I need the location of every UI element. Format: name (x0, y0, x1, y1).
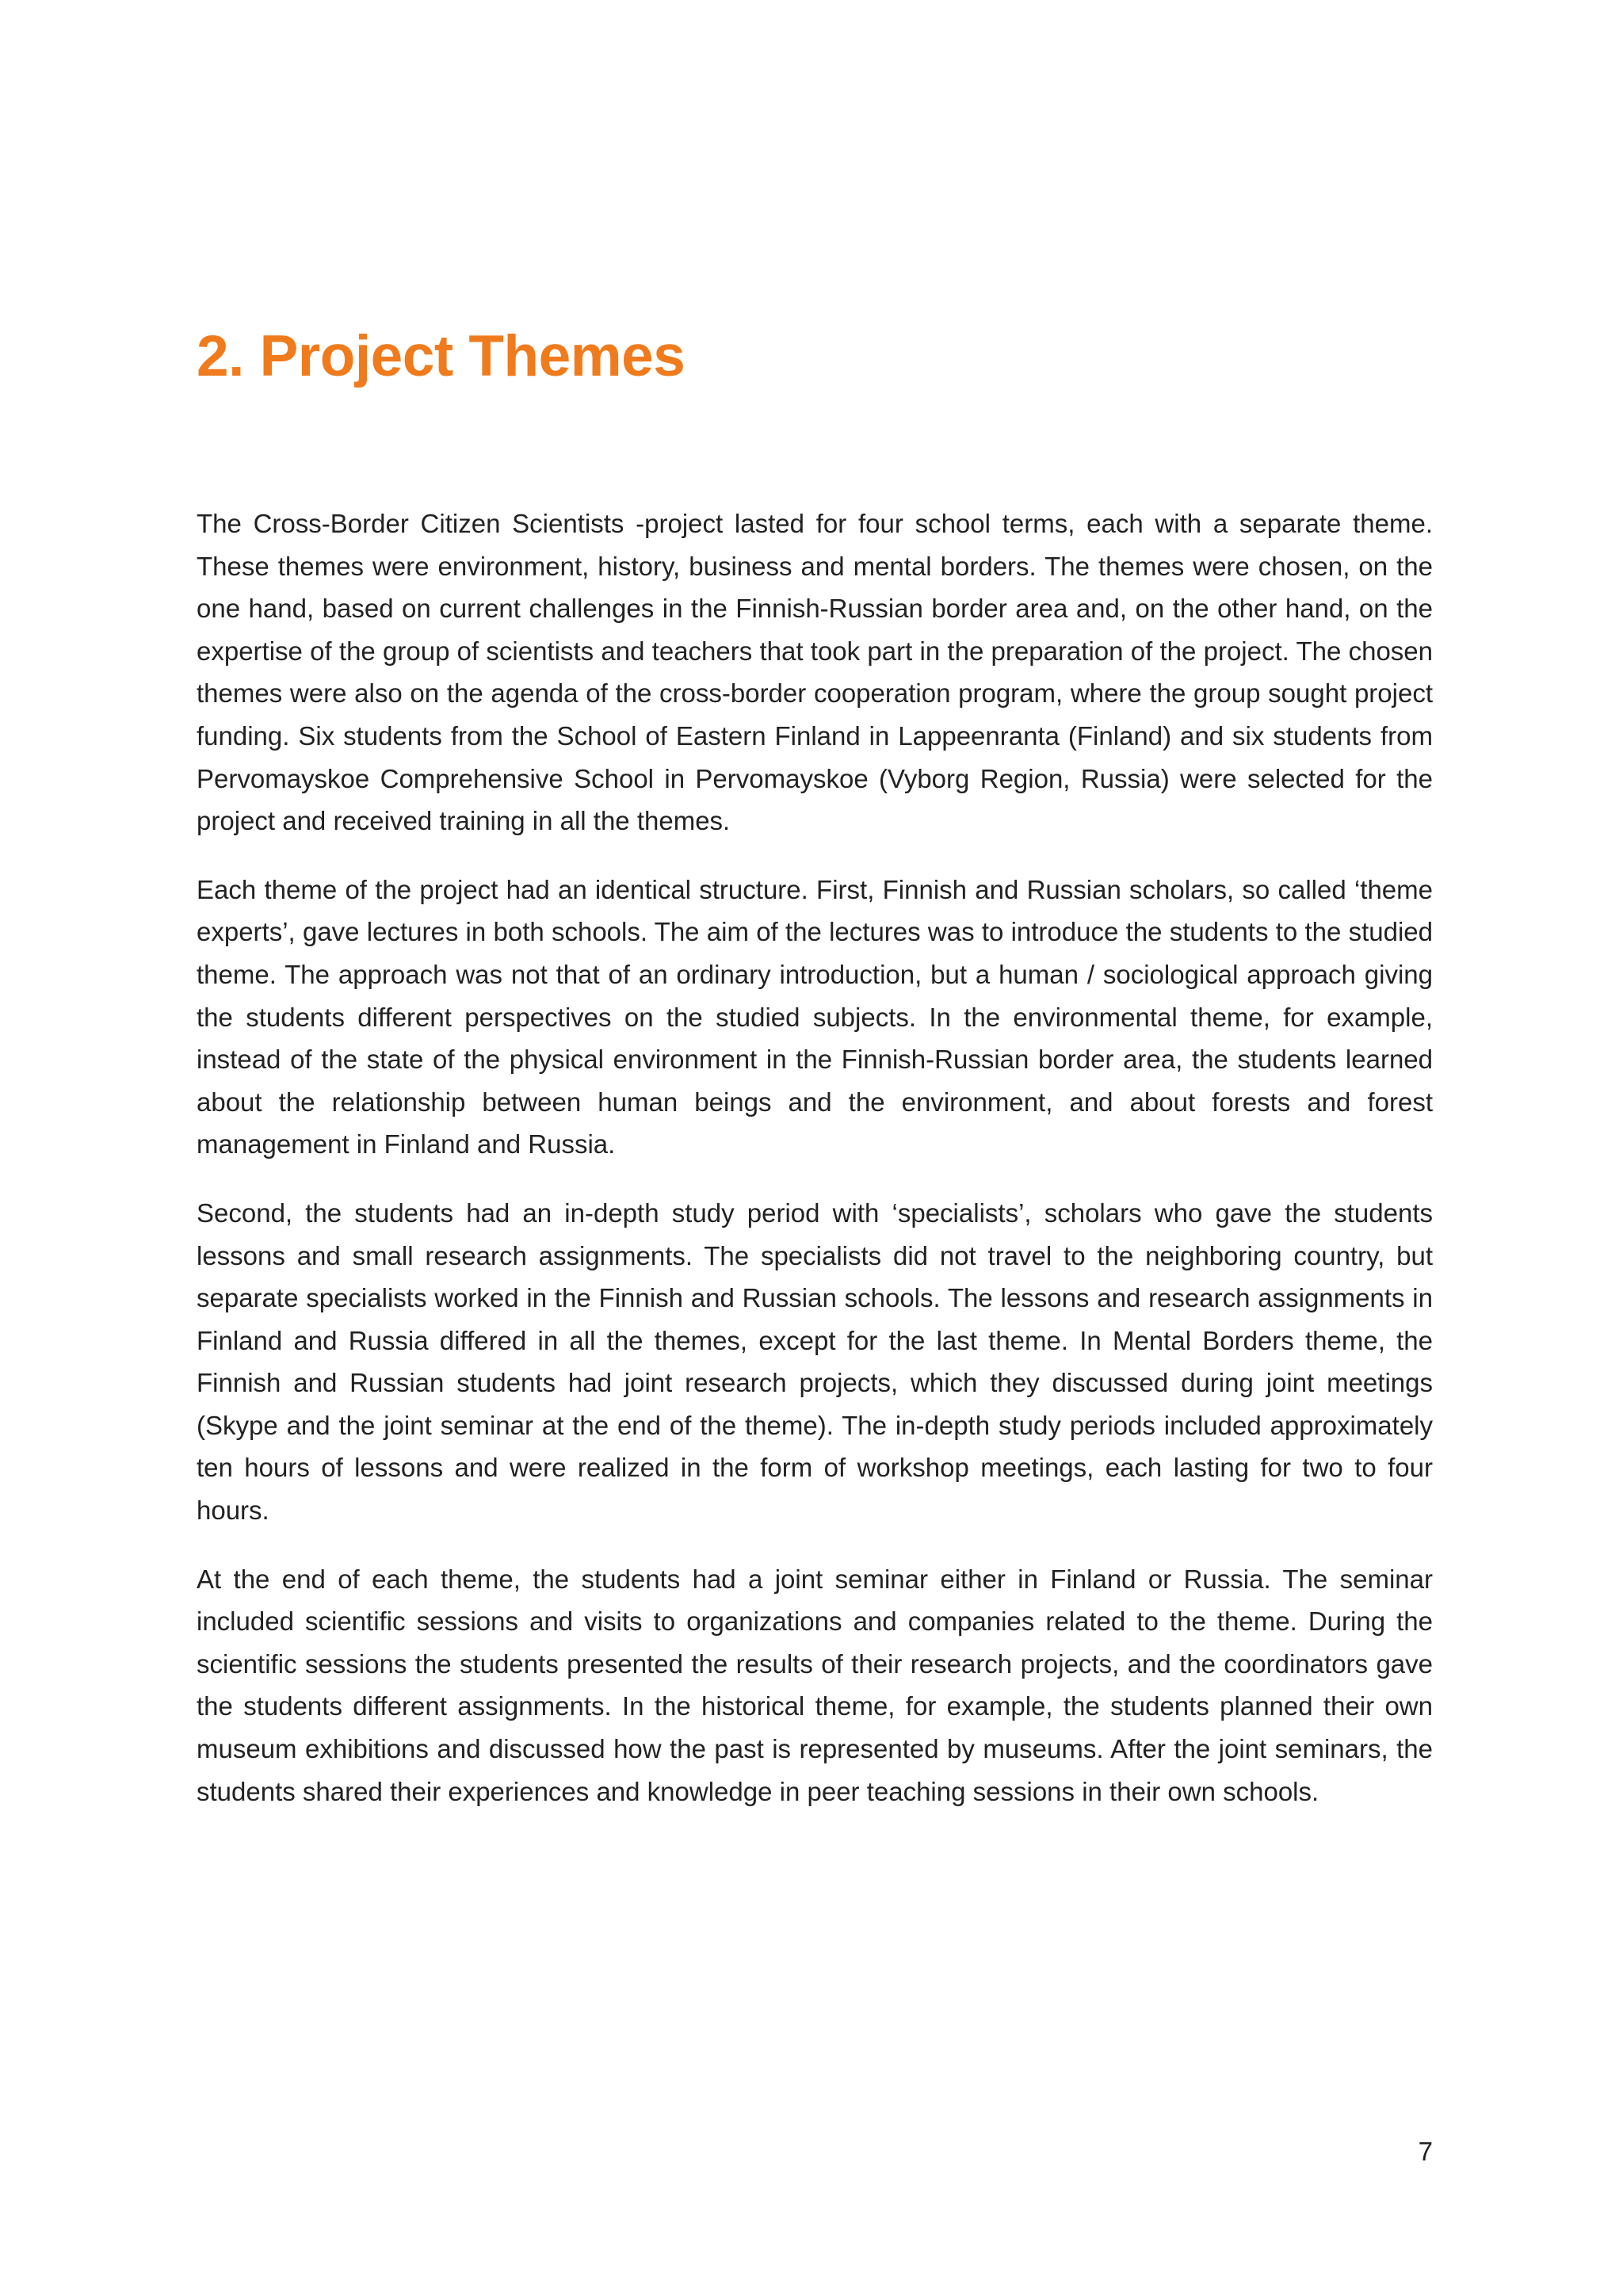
paragraph-3: Second, the students had an in-depth study period with ‘specialists’, scholars who gave the students lessons and small research assignments. The specialists did not travel to the neighboring country, but separate specialists worked in the Finnish and Russian schools. The lessons and research assignments in Finland and Russia differed in all the themes, except for the last theme. In Mental Borders theme, the Finnish and Russian students had joint research projects, which they discussed during joint meetings (Skype and the joint seminar at the end of the theme). The in-depth study periods included approximately ten hours of lessons and were realized in the form of workshop meetings, each lasting for two to four hours. (197, 1198, 1433, 1526)
paragraph-2: Each theme of the project had an identical structure. First, Finnish and Russian scholars, so called ‘theme experts’, gave lectures in both schools. The aim of the lectures was to introduce the students to the studied theme. The approach was not that of an ordinary introduction, but a human / sociological approach giving the students different perspectives on the studied subjects. In the environmental theme, for example, instead of the state of the physical environment in the Finnish-Russian border area, the students learned about the relationship between human beings and the environment, and about forests and forest management in Finland and Russia. (197, 874, 1433, 1159)
paragraph-1: The Cross-Border Citizen Scientists -project lasted for four school terms, each with a separate theme. These themes were environment, history, business and mental borders. The themes were chosen, on the one hand, based on current challenges in the Finnish-Russian border area and, on the other hand, on the expertise of the group of scientists and teachers that took part in the preparation of the project. The chosen themes were also on the agenda of the cross-border cooperation program, where the group sought project funding. Six students from the School of Eastern Finland in Lappeenranta (Finland) and six students from Pervomayskoe Comprehensive School in Pervomayskoe (Vyborg Region, Russia) were selected for the project and received training in all the themes. (197, 509, 1433, 836)
body-text (197, 502, 1433, 1839)
page-number: 7 (1418, 2137, 1433, 2166)
paragraph-4: At the end of each theme, the students had a joint seminar either in Finland or Russia. The seminar included scientific sessions and visits to organizations and companies related to the theme. During the scientific sessions the students presented the results of their research projects, and the coordinators gave the students different assignments. In the historical theme, for example, the students planned their own museum exhibitions and discussed how the past is represented by museums. After the joint seminars, the students shared their experiences and knowledge in peer teaching sessions in their own schools. (197, 1564, 1433, 1806)
section-heading: 2. Project Themes (197, 324, 685, 388)
